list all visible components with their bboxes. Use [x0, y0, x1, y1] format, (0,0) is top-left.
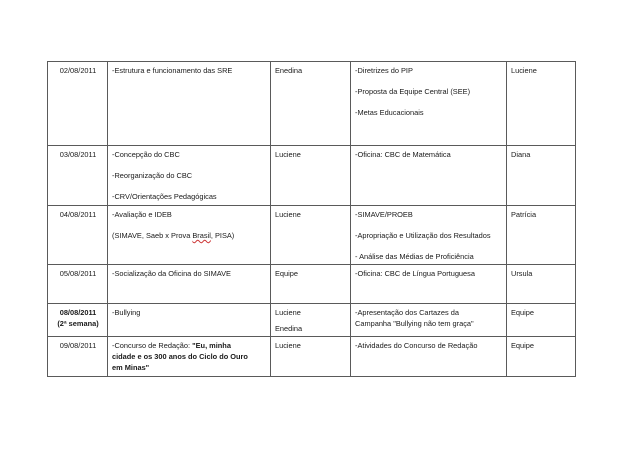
presenter-cell: Equipe [271, 265, 351, 304]
topic-cell: -Concepção do CBC -Reorganização do CBC -CRV/Orientações Pedagógicas [108, 146, 271, 206]
responsible-cell: Ursula [507, 265, 576, 304]
table-row [48, 304, 576, 337]
date-cell: 08/08/2011 (2ª semana) [48, 304, 108, 337]
date-cell: 02/08/2011 [48, 62, 108, 146]
activities-cell: -Oficina: CBC de Matemática [351, 146, 507, 206]
date-cell: 04/08/2011 [48, 206, 108, 265]
presenter-cell: Luciene [271, 337, 351, 377]
responsible-cell: Patrícia [507, 206, 576, 265]
table-row [48, 146, 576, 206]
responsible-cell: Luciene [507, 62, 576, 146]
responsible-cell: Equipe [507, 337, 576, 377]
table-row [48, 206, 576, 265]
date-cell: 09/08/2011 [48, 337, 108, 377]
presenter-cell: Luciene [271, 146, 351, 206]
activities-cell: -Apresentação dos Cartazes da Campanha "Bullying não tem graça" [351, 304, 507, 337]
date-cell: 05/08/2011 [48, 265, 108, 304]
table-row [48, 265, 576, 304]
topic-cell: -Socialização da Oficina do SIMAVE [108, 265, 271, 304]
topic-cell: -Estrutura e funcionamento das SRE [108, 62, 271, 146]
activities-cell: -Oficina: CBC de Língua Portuguesa [351, 265, 507, 304]
topic-cell: -Avaliação e IDEB (SIMAVE, Saeb x Prova Brasil, PISA) [108, 206, 271, 265]
date-cell: 03/08/2011 [48, 146, 108, 206]
responsible-cell: Diana [507, 146, 576, 206]
topic-cell: -Concurso de Redação: "Eu, minha cidade e os 300 anos do Ciclo do Ouro em Minas" [108, 337, 271, 377]
activities-cell: -SIMAVE/PROEB -Apropriação e Utilização dos Resultados - Análise das Médias de Proficiência [351, 206, 507, 265]
presenter-cell: Luciene Enedina [271, 304, 351, 337]
activities-cell: -Atividades do Concurso de Redação [351, 337, 507, 377]
table-row [48, 62, 576, 146]
schedule-table [47, 61, 576, 377]
presenter-cell: Luciene [271, 206, 351, 265]
table-row [48, 337, 576, 377]
topic-cell: -Bullying [108, 304, 271, 337]
presenter-cell: Enedina [271, 62, 351, 146]
activities-cell: -Diretrizes do PIP -Proposta da Equipe Central (SEE) -Metas Educacionais [351, 62, 507, 146]
responsible-cell: Equipe [507, 304, 576, 337]
